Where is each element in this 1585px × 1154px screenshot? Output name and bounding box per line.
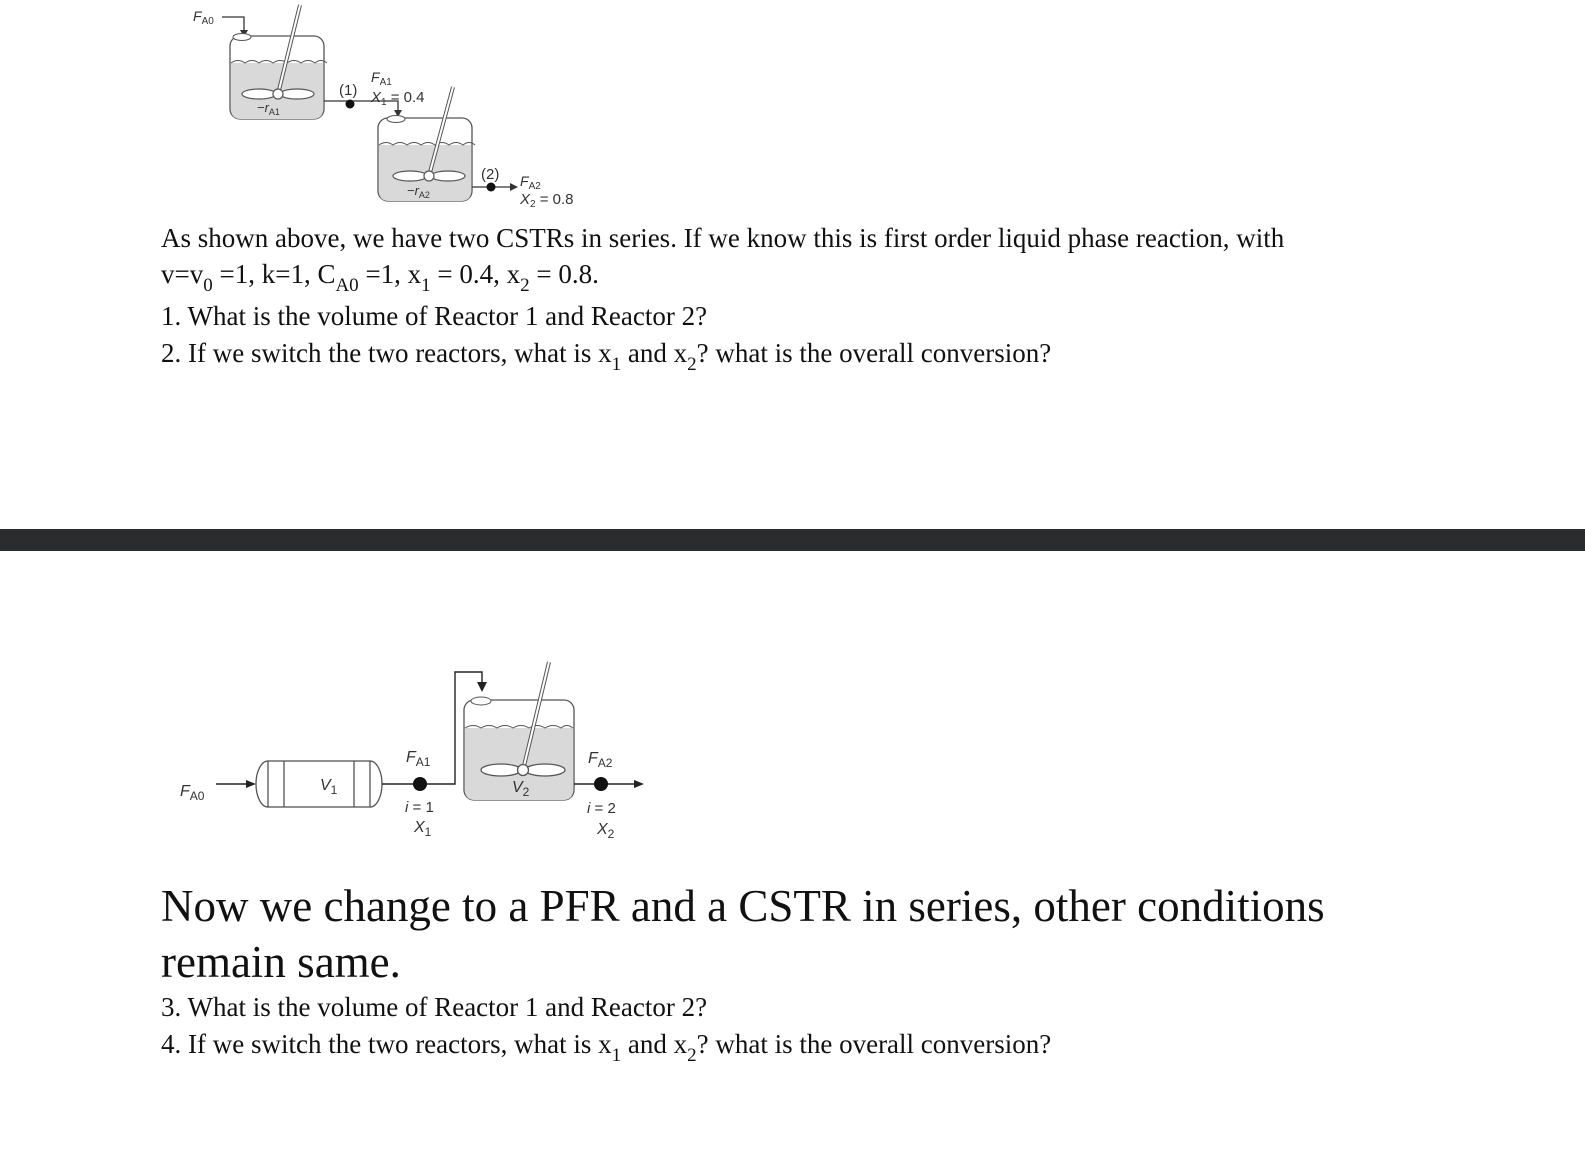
pfr-tube: [256, 761, 382, 807]
question-3: 3. What is the volume of Reactor 1 and Reactor 2?: [161, 992, 708, 1022]
v2-label: $V_2$: [512, 779, 530, 799]
reactor1-rate-label: $-r_{A1}$: [257, 100, 280, 117]
fa1-label-2: $F_{A1}$: [406, 749, 431, 769]
problem-intro: [161, 220, 1421, 296]
fa2-label-2: $F_{A2}$: [588, 750, 613, 770]
node-i1: [413, 777, 427, 791]
x2-label: $X_2 = 0.8$: [520, 191, 574, 210]
x1-label-2: $X_1$: [414, 819, 432, 839]
stream-1-node: [346, 100, 355, 109]
fa1-label: $F_{A1}$: [371, 69, 392, 88]
fa2-label: $F_{A2}$: [520, 173, 541, 192]
i2-label: i = 2: [587, 800, 616, 817]
x2-label-2: $X_2$: [597, 821, 615, 841]
question-2: 2. If we switch the two reactors, what is $x_1$ and $x_2$? what is the overall conversion?: [161, 338, 1052, 375]
question-4: 4. If we switch the two reactors, what is $x_1$ and $x_2$? what is the overall conversion?: [161, 1029, 1052, 1066]
problem-intro-text: As shown above, we have two CSTRs in series. If we know this is first order liquid phase reaction, with: [161, 223, 1285, 253]
section-divider: [0, 529, 1585, 551]
x1-label: $X_1 = 0.4$: [371, 89, 425, 108]
fa0-label: $F_{A0}$: [193, 8, 214, 27]
node-i2: [594, 777, 608, 791]
reactor2-rate-label: $-r_{A2}$: [407, 183, 430, 200]
problem-2-heading: Now we change to a PFR and a CSTR in series, other conditions remain same.: [161, 881, 1325, 987]
problem-conditions: $v=v_0 =1$, k=1, $C_{A0} =1$, $x_1 = 0.4$, $x_2 = 0.8$.: [161, 259, 599, 296]
i1-label: i = 1: [405, 799, 434, 816]
question-1: 1. What is the volume of Reactor 1 and Reactor 2?: [161, 301, 708, 331]
stream-2-number: (2): [481, 166, 500, 183]
v1-label: $V_1$: [320, 777, 338, 797]
stream-2-node: [487, 183, 496, 192]
cstr-series-diagram: [0, 0, 700, 215]
stream-1-number: (1): [339, 82, 358, 99]
fa0-label-2: $F_{A0}$: [180, 783, 205, 803]
pfr-cstr-diagram: [0, 640, 700, 860]
